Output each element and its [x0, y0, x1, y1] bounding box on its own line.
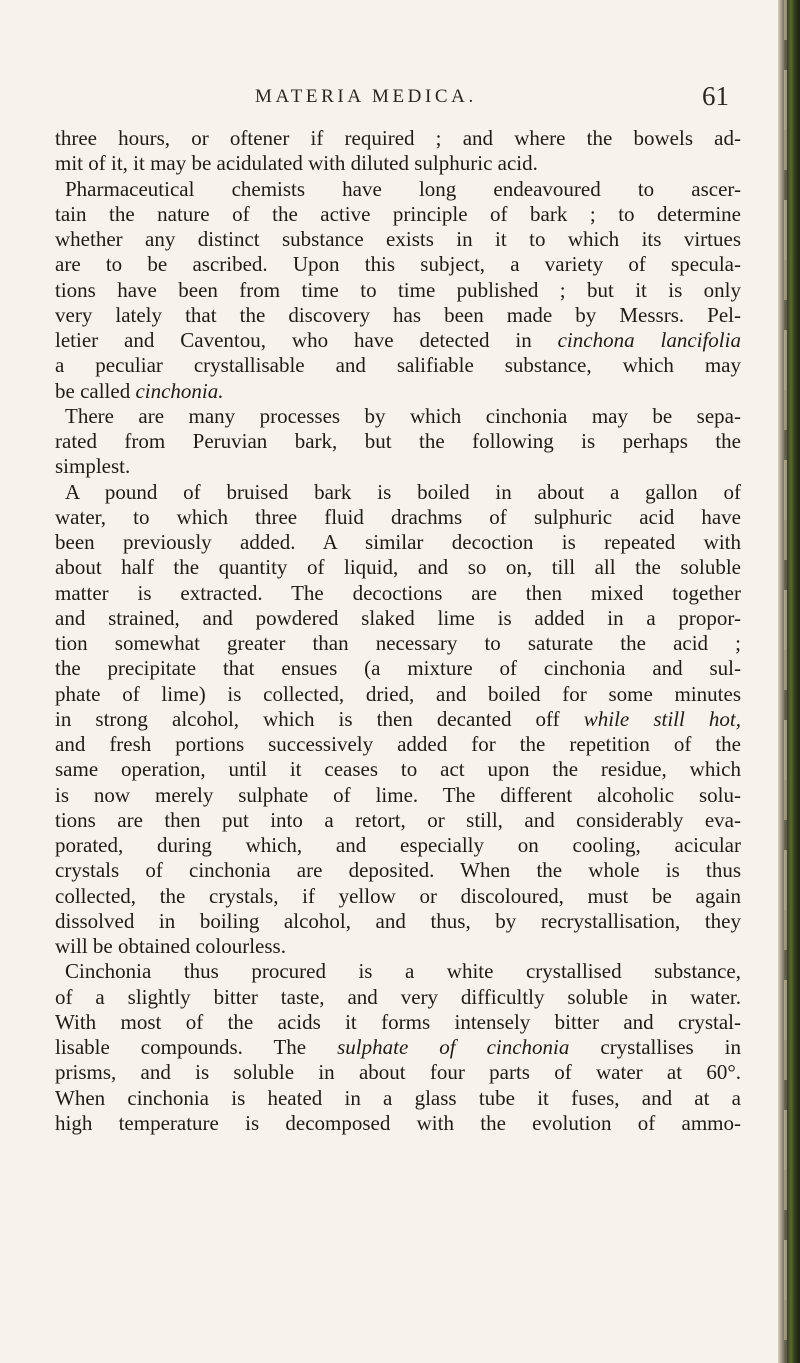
text-line	[55, 252, 741, 277]
text-line	[55, 177, 741, 202]
text-line	[55, 404, 741, 429]
text-segment: three hours, or oftener if required ; and where the bowels ad-	[55, 126, 741, 150]
text-line	[55, 379, 741, 404]
text-segment: prisms, and is soluble in about four parts of water at 60°.	[55, 1060, 741, 1085]
text-segment: are to be ascribed. Upon this subject, a variety of specula-	[55, 252, 741, 277]
text-line	[55, 151, 741, 176]
text-segment: been previously added. A similar decoction is repeated with	[55, 530, 741, 554]
text-line	[55, 278, 741, 303]
text-segment: Pharmaceutical chemists have long endeavoured to ascer-	[65, 176, 741, 201]
text-segment: rated from Peruvian bark, but the following is perhaps the	[55, 429, 741, 453]
text-line	[55, 707, 741, 732]
paragraph	[55, 126, 741, 177]
body-text	[55, 126, 741, 1136]
text-line	[55, 581, 741, 606]
text-segment: tions are then put into a retort, or still, and considerably eva-	[55, 807, 741, 832]
text-line	[55, 606, 741, 631]
text-segment: very lately that the discovery has been made by Messrs. Pel-	[55, 302, 741, 327]
text-line	[55, 429, 741, 454]
paragraph	[55, 480, 741, 960]
text-segment: high temperature is decomposed with the evolution of ammo-	[55, 1110, 741, 1135]
text-line	[55, 757, 741, 782]
text-segment: Cinchonia thus procured is a white crystallised substance,	[65, 959, 741, 984]
text-segment: the precipitate that ensues (a mixture of cinchonia and sul-	[55, 656, 741, 681]
text-segment: in strong alcohol, which is then decanted off	[55, 706, 584, 731]
text-segment: dissolved in boiling alcohol, and thus, by recrystallisation, they	[55, 908, 741, 933]
text-segment: There are many processes by which cinchonia may be sepa-	[65, 403, 741, 428]
text-line	[55, 126, 741, 151]
text-segment: crystallises in	[569, 1035, 741, 1059]
text-segment: and fresh portions successively added for the repetition of the	[55, 732, 741, 756]
text-segment: of a slightly bitter taste, and very difficultly soluble in water.	[55, 984, 741, 1009]
page-header	[0, 80, 740, 120]
text-line	[55, 353, 741, 378]
text-segment: porated, during which, and especially on cooling, acicular	[55, 833, 741, 857]
text-line	[55, 783, 741, 808]
text-segment: A pound of bruised bark is boiled in about a gallon of	[65, 479, 741, 504]
text-line	[55, 959, 741, 984]
text-line	[55, 505, 741, 530]
text-segment: about half the quantity of liquid, and so on, till all the soluble	[55, 555, 741, 580]
paragraph	[55, 404, 741, 480]
text-segment: matter is extracted. The decoctions are then mixed together	[55, 580, 741, 605]
text-line	[55, 909, 741, 934]
text-line	[55, 682, 741, 707]
text-line	[55, 328, 741, 353]
text-line	[55, 1035, 741, 1060]
page-edge-binding	[778, 0, 800, 1363]
text-line	[55, 884, 741, 909]
italic-text: cinchonia.	[135, 378, 224, 403]
text-line	[55, 985, 741, 1010]
text-line	[55, 934, 741, 959]
paragraph	[55, 959, 741, 1136]
text-line	[55, 833, 741, 858]
paragraph	[55, 177, 741, 404]
text-segment: and strained, and powdered slaked lime is added in a propor-	[55, 605, 741, 630]
running-head: MATERIA MEDICA.	[255, 86, 477, 107]
text-segment: whether any distinct substance exists in it to which its virtues	[55, 227, 741, 251]
text-segment: When cinchonia is heated in a glass tube it fuses, and at a	[55, 1085, 741, 1110]
text-line	[55, 1010, 741, 1035]
text-line	[55, 1111, 741, 1136]
text-line	[55, 1060, 741, 1085]
text-line	[55, 1086, 741, 1111]
text-line	[55, 858, 741, 883]
text-line	[55, 454, 741, 479]
text-segment: letier and Caventou, who have detected in	[55, 328, 558, 352]
page-number: 61	[702, 81, 729, 111]
text-segment: will be obtained colourless.	[55, 934, 286, 958]
italic-text: while still hot,	[583, 706, 741, 731]
text-segment: lisable compounds. The	[55, 1035, 338, 1059]
text-line	[55, 227, 741, 252]
text-line	[55, 202, 741, 227]
text-segment: is now merely sulphate of lime. The different alcoholic solu-	[55, 782, 741, 807]
text-segment: collected, the crystals, if yellow or discoloured, must be again	[55, 883, 741, 908]
text-segment: With most of the acids it forms intensely bitter and crystal-	[55, 1009, 741, 1034]
text-segment: tion somewhat greater than necessary to saturate the acid ;	[55, 631, 741, 655]
text-line	[55, 732, 741, 757]
text-line	[55, 656, 741, 681]
text-line	[55, 808, 741, 833]
italic-text: cinchona lancifolia	[557, 328, 741, 352]
text-line	[55, 555, 741, 580]
text-segment: a peculiar crystallisable and salifiable substance, which may	[55, 353, 741, 378]
text-segment: mit of it, it may be acidulated with diluted sulphuric acid.	[55, 151, 538, 176]
text-segment: simplest.	[55, 454, 131, 479]
text-segment: crystals of cinchonia are deposited. When the whole is thus	[55, 858, 741, 883]
italic-text: sulphate of cinchonia	[337, 1035, 570, 1059]
text-segment: same operation, until it ceases to act upon the residue, which	[55, 757, 741, 782]
text-line	[55, 631, 741, 656]
text-segment: tions have been from time to time published ; but it is only	[55, 277, 741, 302]
text-line	[55, 530, 741, 555]
text-segment: water, to which three fluid drachms of sulphuric acid have	[55, 504, 741, 529]
text-line	[55, 303, 741, 328]
text-segment: be called	[55, 378, 136, 403]
text-line	[55, 480, 741, 505]
text-segment: tain the nature of the active principle of bark ; to determine	[55, 201, 741, 226]
text-segment: phate of lime) is collected, dried, and boiled for some minutes	[55, 681, 741, 706]
